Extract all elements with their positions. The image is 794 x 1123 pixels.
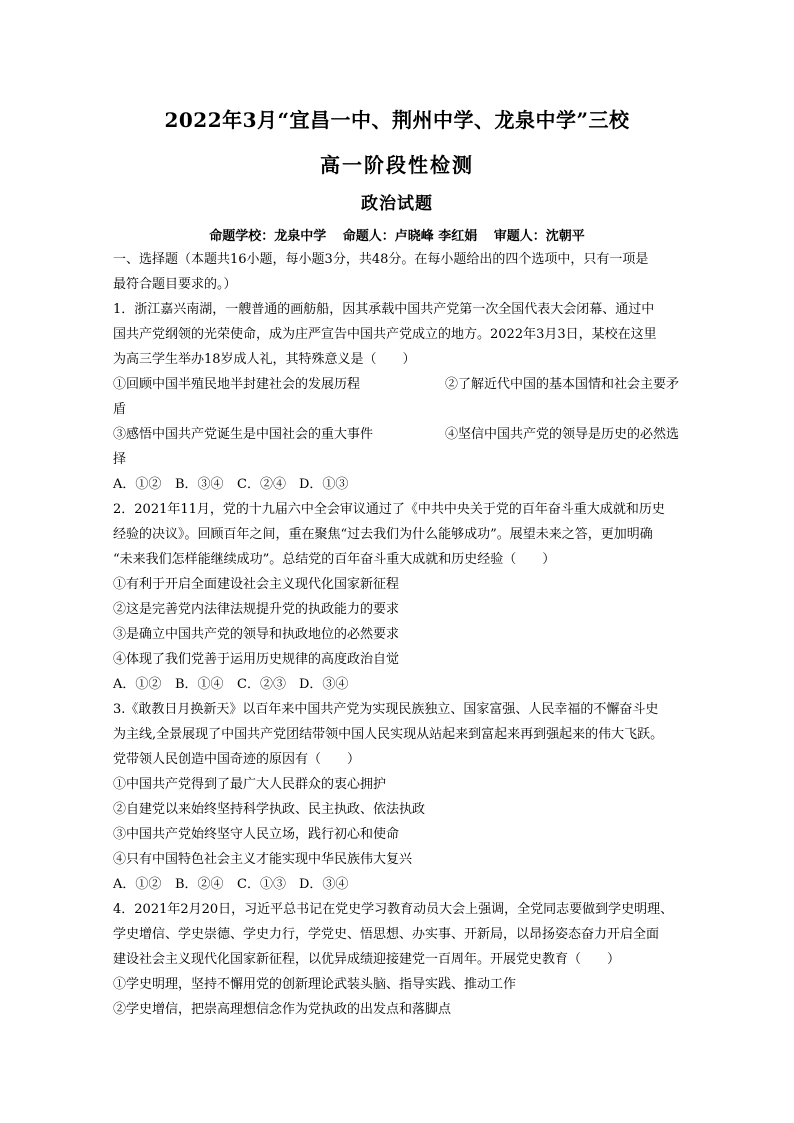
question-1-stem: 国共产党纲领的光荣使命，成为庄严宣告中国共产党成立的地方。2022年3月3日，某校在这里	[113, 327, 657, 342]
author-info	[0, 225, 794, 244]
choice-a: A．①②	[113, 477, 162, 492]
exam-title-line1: 2022年3月“宜昌一中、荆州中学、龙泉中学”三校	[164, 108, 630, 132]
option-3: ③感悟中国共产党诞生是中国社会的重大事件	[113, 427, 374, 442]
exam-title-line2: 高一阶段性检测	[320, 153, 474, 177]
question-3-stem: 3.《敢教日月换新天》以百年来中国共产党为实现民族独立、国家富强、人民幸福的不懈奋斗史	[113, 702, 659, 717]
exam-subject-title: 政治试题	[361, 194, 433, 214]
question-1-choices	[113, 472, 703, 497]
author-reviewer: 审题人：沈朝平	[493, 229, 585, 244]
option-1: ①回顾中国半殖民地半封建社会的发展历程	[113, 377, 361, 392]
choice-a: A．①②	[113, 877, 162, 892]
choice-a: A．①②	[113, 677, 162, 692]
option-2: ②了解近代中国的基本国情和社会主要矛	[445, 377, 680, 392]
choice-d: D．①③	[299, 477, 349, 492]
option-1: ①中国共产党得到了最广大人民群众的衷心拥护	[113, 777, 387, 792]
option-3: ③中国共产党始终坚守人民立场，践行初心和使命	[113, 827, 400, 842]
option-1: ①学史明理，坚持不懈用党的创新理论武装头脑、指导实践、推动工作	[113, 977, 517, 992]
question-3-choices	[113, 872, 703, 897]
choice-c: C．①③	[237, 877, 286, 892]
choice-b: B．①④	[175, 677, 224, 692]
section-instruction: 一、选择题（本题共16小题，每小题3分，共48分。在每小题给出的四个选项中，只有一项是	[113, 252, 649, 267]
option-2: ②学史增信，把崇高理想信念作为党执政的出发点和落脚点	[113, 1002, 452, 1017]
choice-b: B．②④	[175, 877, 224, 892]
question-2-choices	[113, 672, 703, 697]
choice-c: C．②③	[237, 677, 286, 692]
choice-d: D．③④	[299, 677, 349, 692]
question-2-stem: 2．2021年11月，党的十九届六中全会审议通过了《中共中央关于党的百年奋斗重大成就和历史	[113, 502, 665, 517]
question-1-stem: 为高三学生举办18岁成人礼，其特殊意义是（ ）	[113, 352, 416, 367]
question-4-stem: 4．2021年2月20日，习近平总书记在党史学习教育动员大会上强调，全党同志要做到学史明理、	[113, 902, 674, 917]
option-2: ②这是完善党内法律法规提升党的执政能力的要求	[113, 602, 400, 617]
choice-c: C．②④	[237, 477, 286, 492]
question-2-stem: “未来我们怎样能继续成功”。总结党的百年奋斗重大成就和历史经验（ ）	[113, 552, 556, 567]
author-school: 命题学校：龙泉中学	[209, 229, 327, 244]
question-1-stem: 1．浙江嘉兴南湖，一艘普通的画舫船，因其承载中国共产党第一次全国代表大会闭幕、通过中	[113, 302, 655, 317]
question-4-stem: 建设社会主义现代化国家新征程，以优异成绩迎接建党一百周年。开展党史教育（ ）	[113, 952, 621, 967]
option-1: ①有利于开启全面建设社会主义现代化国家新征程	[113, 577, 400, 592]
choice-b: B．③④	[175, 477, 224, 492]
question-1-options-row	[113, 422, 703, 447]
question-4-stem: 学史增信、学史崇德、学史力行，学党史、悟思想、办实事、开新局，以昂扬姿态奋力开启全面	[113, 927, 660, 942]
option-2-wrap: 盾	[113, 402, 127, 417]
option-4: ④只有中国特色社会主义才能实现中华民族伟大复兴	[113, 852, 413, 867]
section-instruction: 最符合题目要求的。）	[113, 277, 237, 292]
question-3-stem: 为主线,全景展现了中国共产党团结带领中国人民实现从站起来到富起来再到强起来的伟大飞跃。	[113, 727, 664, 742]
exam-body	[113, 247, 703, 1022]
question-3-stem: 党带领人民创造中国奇迹的原因有（ ）	[113, 752, 361, 767]
option-4: ④体现了我们党善于运用历史规律的高度政治自觉	[113, 652, 400, 667]
option-4-wrap: 择	[113, 452, 127, 467]
question-2-stem: 经验的决议》。回顾百年之间，重在聚焦“过去我们为什么能够成功”。展望未来之答，更加明确	[113, 527, 653, 542]
option-3: ③是确立中国共产党的领导和执政地位的必然要求	[113, 627, 400, 642]
option-4: ④坚信中国共产党的领导是历史的必然选	[445, 427, 680, 442]
author-writers: 命题人：卢晓峰 李红娟	[342, 229, 478, 244]
option-2: ②自建党以来始终坚持科学执政、民主执政、依法执政	[113, 802, 426, 817]
choice-d: D．③④	[299, 877, 349, 892]
question-1-options-row	[113, 372, 703, 397]
